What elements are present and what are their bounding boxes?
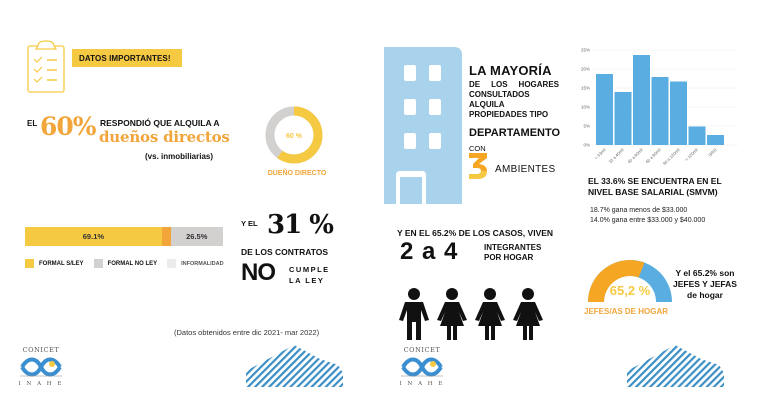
housing-con: CON — [469, 144, 486, 153]
bar — [633, 55, 650, 145]
bar — [689, 127, 706, 146]
person-male-icon — [398, 288, 430, 340]
gauge-value: 65,2 % — [609, 283, 651, 298]
bar — [707, 135, 724, 145]
x-tick: > 120mil — [683, 147, 699, 162]
housing-line1 — [469, 80, 559, 90]
bar — [596, 74, 613, 145]
y-tick: 0% — [583, 142, 590, 148]
household-range: 2 a 4 — [400, 238, 459, 265]
housing-title: LA MAYORÍA — [469, 63, 552, 78]
y-tick: 5% — [583, 123, 590, 129]
housing-line3: ALQUILA — [469, 100, 505, 109]
chart-bars — [596, 55, 724, 145]
striped-house-graphic — [246, 345, 346, 387]
legend-item — [167, 259, 223, 268]
headline-line1: RESPONDIÓ QUE ALQUILA A — [100, 118, 220, 128]
headline-prefix: EL — [27, 119, 38, 128]
y-tick: 15% — [580, 85, 590, 91]
headline-vs: (vs. inmobiliarias) — [145, 152, 214, 161]
person-female-icon — [474, 288, 506, 340]
rooms-label: AMBIENTES — [495, 164, 556, 175]
people-icons — [398, 288, 544, 340]
bar-segment-formal-sley: 69.1% — [25, 227, 162, 246]
logo-top-text: CONICET — [403, 346, 441, 354]
x-tick: 60 a 90mil — [644, 147, 662, 165]
logo-top-text: CONICET — [22, 346, 60, 354]
heads-text — [671, 268, 739, 301]
salary-detail-2: 14.0% gana entre $33.000 y $40.000 — [590, 216, 706, 224]
donut-value: 60 % — [286, 133, 302, 140]
donut-caption: DUEÑO DIRECTO — [267, 170, 327, 177]
salary-headline-2: NIVEL BASE SALARIAL (SMVM) — [588, 187, 718, 197]
bar-segment-formal-noley — [162, 227, 171, 246]
la-ley-text: LA LEY — [289, 276, 325, 285]
striped-house-graphic — [627, 345, 727, 387]
legend-item — [94, 259, 158, 268]
x-tick: 40 a 60mil — [626, 147, 644, 165]
legend-label: FORMAL S/LEY — [39, 260, 84, 267]
legend-swatch — [94, 259, 103, 268]
bar — [615, 92, 632, 145]
conicet-inahe-logo — [399, 345, 445, 387]
household-label-1: INTEGRANTES — [484, 243, 542, 252]
contracts-stacked-bar — [25, 227, 223, 246]
cumple-text: CUMPLE — [289, 265, 330, 274]
legend-item — [25, 259, 84, 268]
contracts-prefix: Y EL — [241, 219, 258, 228]
word: HOGARES — [518, 80, 559, 89]
contracts-percent: 31 % — [267, 210, 333, 240]
y-tick: 20% — [580, 66, 590, 72]
legend-label: FORMAL NO LEY — [107, 260, 158, 267]
contracts-no: NO — [241, 259, 275, 286]
headline-percent: 60% — [40, 112, 96, 141]
housing-description — [469, 80, 559, 120]
word: DE — [469, 80, 481, 89]
bar-segment-informal: 26.5% — [171, 227, 223, 246]
x-tick: < 33mil — [593, 147, 607, 161]
owner-donut-chart — [264, 105, 324, 165]
heads-gauge-chart — [584, 256, 676, 306]
word: LOS — [491, 80, 508, 89]
heads-text-1: Y el 65.2% son — [675, 268, 735, 278]
legend-swatch — [25, 259, 34, 268]
housing-type: DEPARTAMENTO — [469, 127, 561, 139]
household-intro: Y EN EL 65.2% DE LOS CASOS, VIVEN — [397, 228, 554, 238]
logo-bottom-text: I N A H E — [399, 381, 445, 387]
source-note: (Datos obtenidos entre dic 2021- mar 2022) — [174, 328, 320, 337]
y-tick: 25% — [580, 47, 590, 53]
salary-headline-1: EL 33.6% SE ENCUENTRA EN EL — [588, 176, 722, 186]
housing-line2: CONSULTADOS — [469, 90, 530, 99]
heads-text-2: JEFES Y JEFAS — [673, 279, 737, 289]
clipboard-check-icon — [26, 40, 66, 94]
x-tick: S/NS — [707, 147, 718, 158]
logo-bottom-text: I N A H E — [18, 381, 64, 387]
bar — [652, 77, 669, 145]
salary-details — [590, 206, 705, 225]
bar — [670, 82, 687, 146]
contracts-cumple — [289, 264, 330, 286]
salary-histogram — [570, 42, 740, 172]
important-data-badge: DATOS IMPORTANTES! — [72, 49, 182, 67]
household-label-2: POR HOGAR — [484, 253, 534, 262]
x-tick: 33 a 40mil — [607, 147, 625, 165]
housing-line4: PROPIEDADES TIPO — [469, 110, 549, 119]
headline-owners: dueños directos — [99, 128, 230, 146]
salary-detail-1: 18.7% gana menos de $33.000 — [590, 207, 688, 214]
conicet-inahe-logo — [18, 345, 64, 387]
y-tick: 10% — [580, 104, 590, 110]
legend-swatch — [167, 259, 176, 268]
gauge-caption: JEFES/AS DE HOGAR — [584, 307, 669, 316]
household-label — [484, 243, 541, 263]
legend-label: INFORMALIDAD — [181, 260, 224, 267]
bar-legend — [25, 259, 224, 268]
building-icon — [384, 47, 462, 204]
heads-text-3: de hogar — [687, 290, 723, 300]
number-three-graphic — [468, 153, 488, 179]
x-tick: 90 a 120mil — [661, 147, 681, 167]
person-female-icon — [512, 288, 544, 340]
person-female-icon — [436, 288, 468, 340]
contracts-line2: DE LOS CONTRATOS — [241, 247, 329, 257]
salary-headline — [588, 176, 722, 198]
